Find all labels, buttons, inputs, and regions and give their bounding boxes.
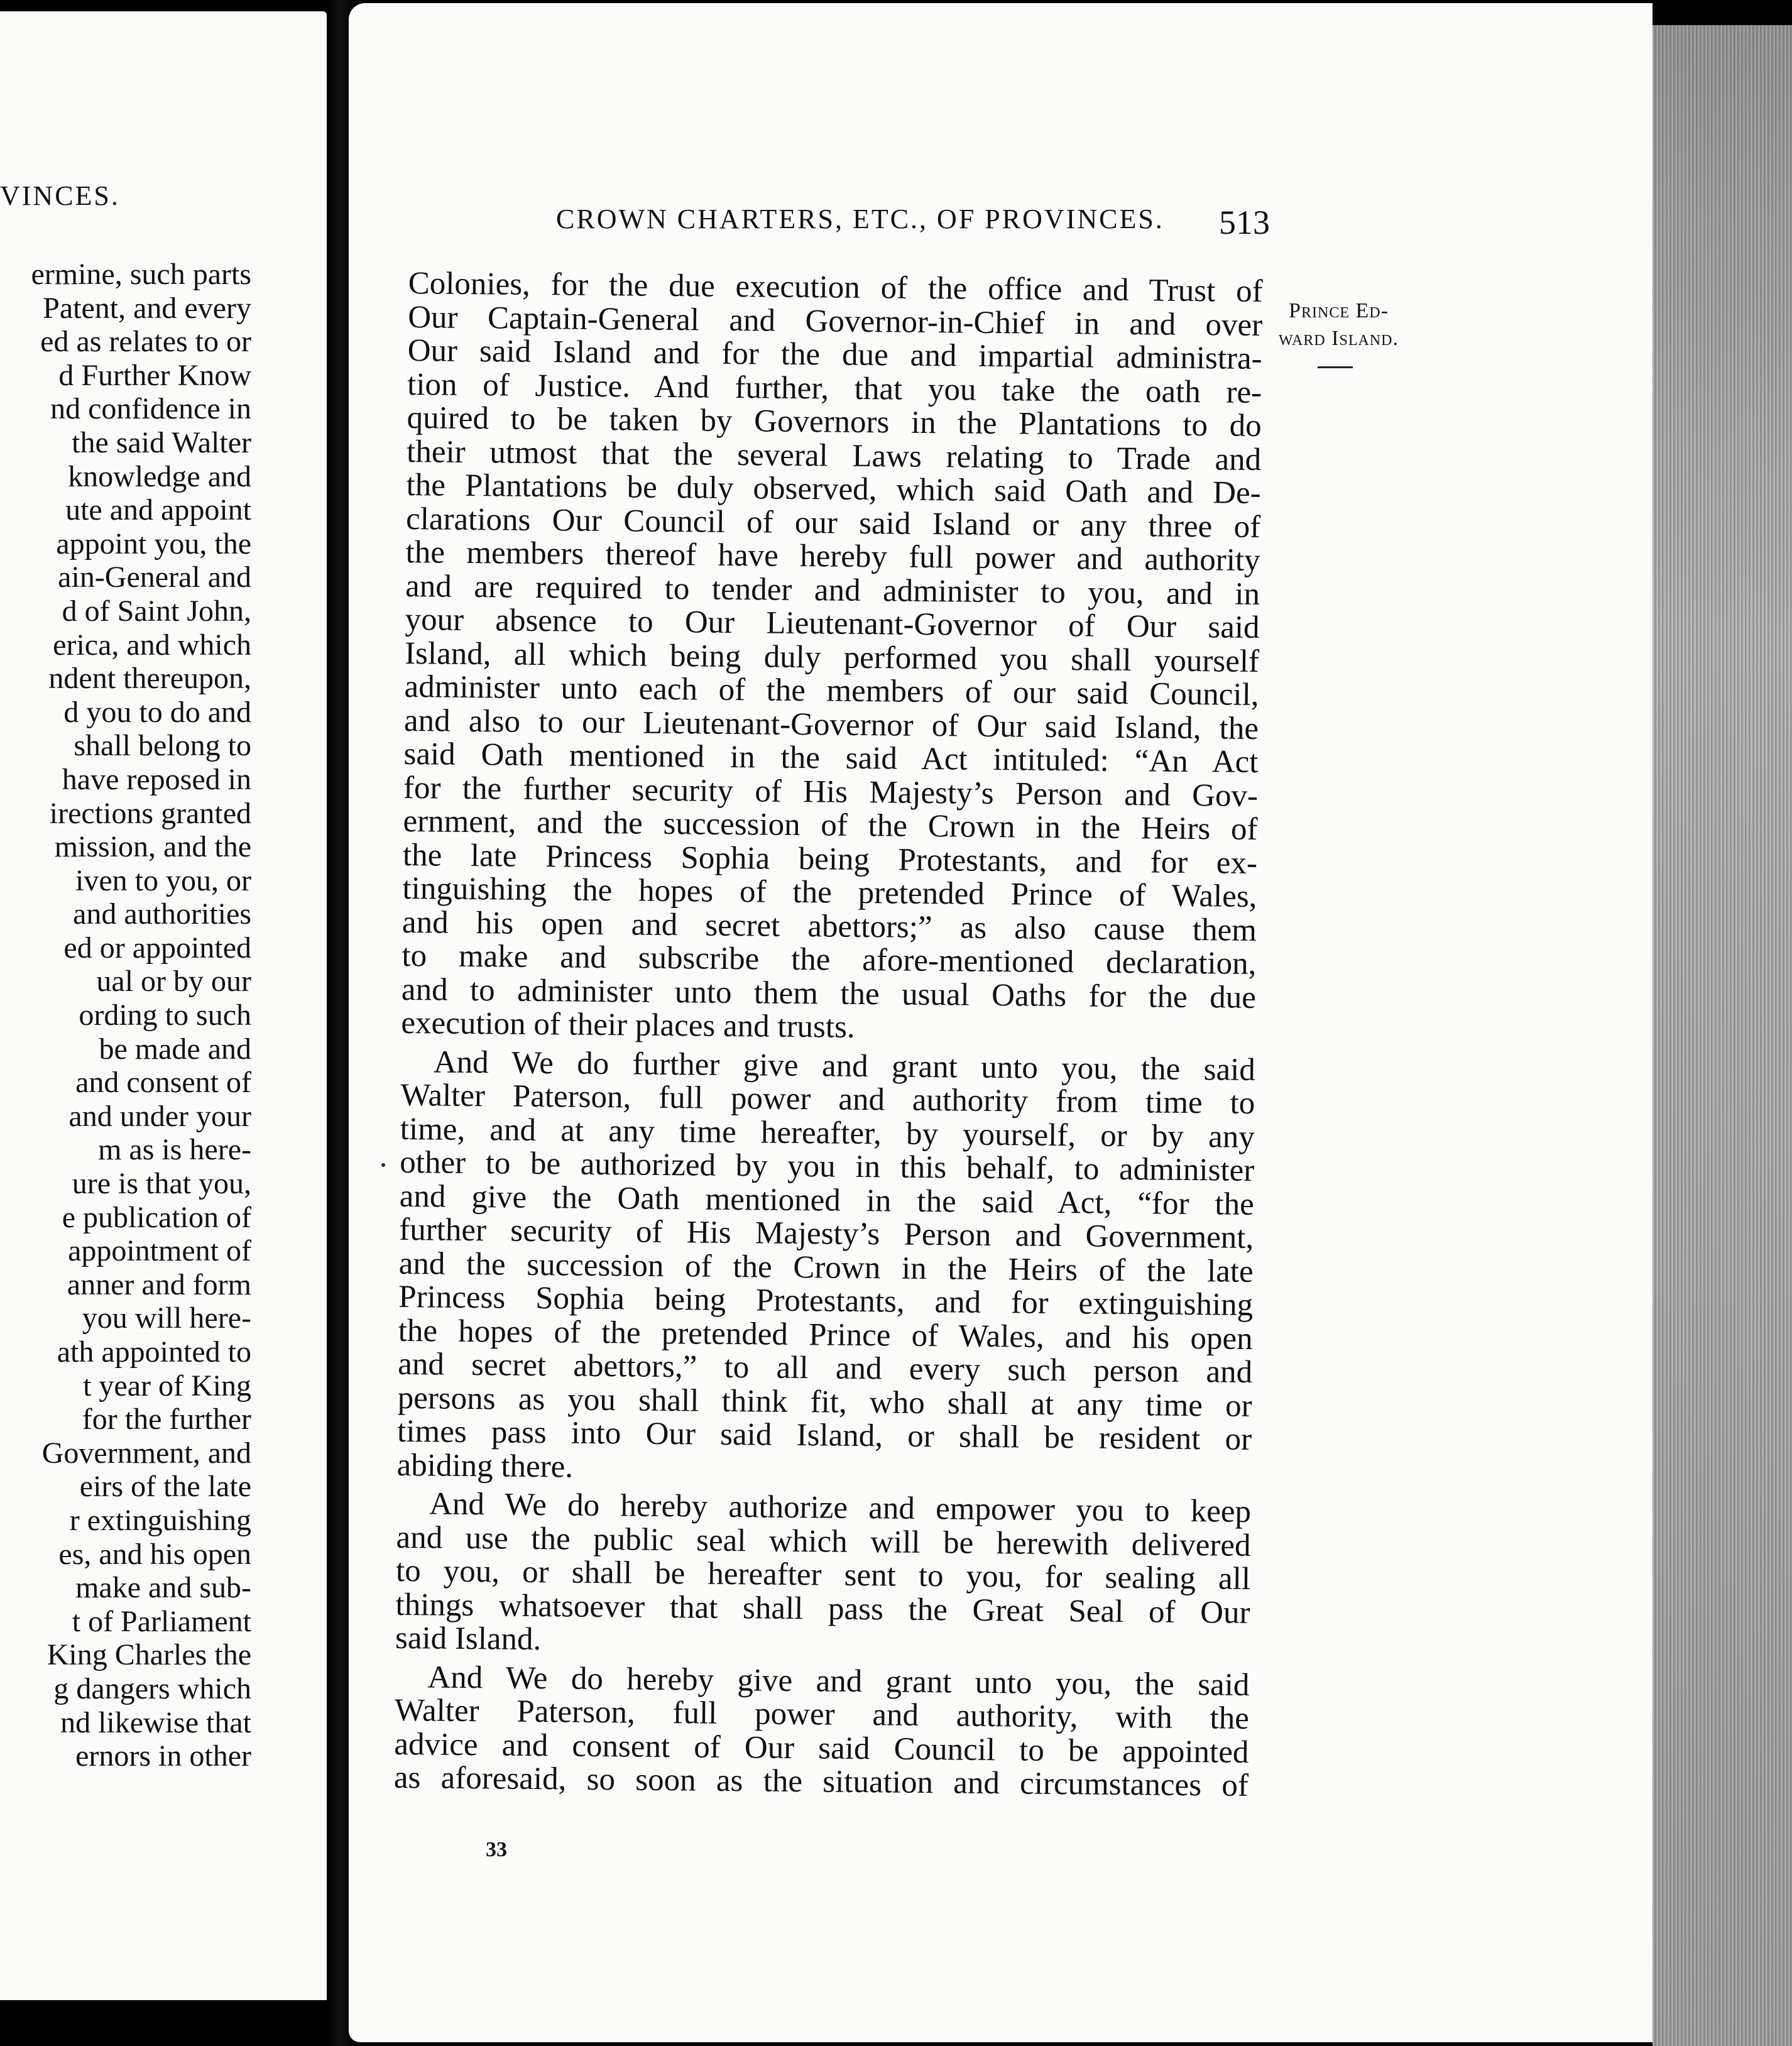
text-line: And We do hereby give and grant unto you, the said bbox=[427, 1659, 1250, 1703]
text-line: And We do further give and grant unto you, the said bbox=[433, 1044, 1256, 1088]
left-text-line: es, and his open bbox=[58, 1537, 251, 1571]
left-text-line: ain-General and bbox=[58, 561, 251, 594]
margin-rule bbox=[1318, 366, 1353, 368]
left-text-line: nd confidence in bbox=[50, 392, 251, 426]
left-text-line: erica, and which bbox=[53, 628, 251, 662]
left-text-line: d Further Know bbox=[58, 358, 251, 392]
left-text-line: t year of King bbox=[83, 1369, 251, 1403]
left-text-line: be made and bbox=[99, 1032, 251, 1066]
text-line: Walter Paterson, full power and authority from time to bbox=[400, 1077, 1255, 1121]
text-line: Colonies, for the due execution of the office and Trust of bbox=[408, 266, 1263, 310]
left-text-line: for the further bbox=[82, 1403, 251, 1436]
text-line: persons as you shall think fit, who shall at any time or bbox=[397, 1380, 1252, 1424]
text-line: further security of His Majesty’s Person and Government, bbox=[399, 1212, 1254, 1256]
running-head: CROWN CHARTERS, ETC., OF PROVINCES. bbox=[556, 204, 1164, 234]
left-text-line: knowledge and bbox=[68, 459, 251, 493]
left-text-line: shall belong to bbox=[74, 729, 251, 763]
page-edges-shade bbox=[1653, 25, 1792, 2046]
text-line: the late Princess Sophia being Protestants, and for ex- bbox=[402, 837, 1258, 881]
left-text-line: ath appointed to bbox=[57, 1335, 251, 1369]
left-text-line: ording to such bbox=[79, 998, 251, 1032]
left-text-line: appointment of bbox=[68, 1234, 251, 1268]
left-text-line: ute and appoint bbox=[65, 493, 251, 527]
left-text-line: and under your bbox=[68, 1099, 251, 1133]
left-text-line: anner and form bbox=[67, 1267, 251, 1301]
text-line: Island, all which being duly performed you shall yourself bbox=[404, 635, 1260, 679]
left-text-line: and consent of bbox=[75, 1066, 251, 1100]
left-page-text bbox=[0, 258, 251, 1773]
text-line: quired to be taken by Governors in the Plantations to do bbox=[407, 400, 1262, 444]
paragraph bbox=[394, 1660, 1250, 1803]
text-line: and secret abettors,” to all and every such person and bbox=[397, 1346, 1253, 1390]
paragraph bbox=[401, 267, 1263, 1048]
left-text-line: Patent, and every bbox=[43, 291, 251, 325]
left-text-line: ndent thereupon, bbox=[48, 662, 251, 696]
text-line: time, and at any time hereafter, by yourself, or by any bbox=[400, 1111, 1255, 1155]
text-line: and to administer unto them the usual Oaths for the due bbox=[401, 971, 1257, 1015]
left-text-line: you will here- bbox=[82, 1301, 251, 1335]
text-line: abiding there. bbox=[396, 1447, 574, 1485]
text-line: and also to our Lieutenant-Governor of Our said Island, the bbox=[403, 703, 1259, 747]
text-line: Our said Island and for the due and impartial administra- bbox=[407, 332, 1262, 377]
text-line: the members thereof have hereby full power and authority bbox=[405, 534, 1260, 579]
text-line: tion of Justice. And further, that you take the oath re- bbox=[407, 366, 1262, 410]
paragraph bbox=[395, 1487, 1252, 1664]
text-line: their utmost that the several Laws relating to Trade and bbox=[406, 434, 1262, 478]
left-text-line: King Charles the bbox=[46, 1638, 251, 1672]
text-line: as aforesaid, so soon as the situation and circumstances of bbox=[393, 1759, 1249, 1803]
text-line: and are required to tender and administer to you, and in bbox=[405, 568, 1260, 612]
left-text-line: m as is here- bbox=[98, 1133, 251, 1167]
left-text-line: ed or appointed bbox=[63, 931, 251, 965]
right-page bbox=[349, 3, 1653, 2042]
left-text-line: d you to do and bbox=[63, 695, 251, 729]
text-line: execution of their places and trusts. bbox=[401, 1005, 855, 1045]
text-line: to you, or shall be hereafter sent to you, for sealing all bbox=[395, 1553, 1251, 1597]
text-line: administer unto each of the members of our said Council, bbox=[404, 669, 1259, 713]
text-line: clarations Our Council of our said Island or any three of bbox=[405, 501, 1261, 545]
text-line: and give the Oath mentioned in the said Act, “for the bbox=[399, 1178, 1255, 1222]
text-line: for the further security of His Majesty’s Person and Gov- bbox=[403, 770, 1259, 814]
left-text-line: t of Parliament bbox=[72, 1604, 251, 1638]
left-text-line: appoint you, the bbox=[56, 527, 251, 561]
text-line: the Plantations be duly observed, which said Oath and De- bbox=[406, 467, 1261, 512]
text-line: said Island. bbox=[395, 1620, 542, 1658]
text-line: other to be authorized by you in this behalf, to administer bbox=[400, 1144, 1255, 1188]
left-text-line: ernors in other bbox=[75, 1739, 251, 1773]
text-line: Princess Sophia being Protestants, and for extinguishing bbox=[398, 1279, 1254, 1323]
left-text-line: Government, and bbox=[41, 1436, 251, 1470]
left-text-line: e publication of bbox=[62, 1200, 251, 1234]
text-line: to make and subscribe the afore-mentioned declaration, bbox=[402, 938, 1257, 982]
left-text-line: g dangers which bbox=[53, 1671, 251, 1705]
text-line: and his open and secret abettors;” as also cause them bbox=[402, 904, 1257, 948]
left-text-line: ure is that you, bbox=[72, 1167, 251, 1201]
left-running-head: VINCES. bbox=[0, 180, 120, 211]
text-line: and use the public seal which will be herewith delivered bbox=[396, 1519, 1251, 1563]
margin-note bbox=[1279, 297, 1399, 353]
text-line: the hopes of the pretended Prince of Wales, and his open bbox=[398, 1313, 1253, 1357]
text-line: times pass into Our said Island, or shall be resident or bbox=[396, 1413, 1252, 1457]
left-text-line: have reposed in bbox=[62, 762, 251, 796]
left-text-line: iven to you, or bbox=[75, 863, 251, 897]
text-line: Our Captain-General and Governor-in-Chief in and over bbox=[407, 299, 1263, 343]
left-text-line: irections granted bbox=[49, 796, 251, 830]
left-text-line: nd likewise that bbox=[60, 1705, 251, 1739]
text-line: And We do hereby authorize and empower you to keep bbox=[429, 1486, 1252, 1529]
left-text-line: ermine, such parts bbox=[31, 258, 251, 291]
text-line: Walter Paterson, full power and authority, with the bbox=[394, 1692, 1250, 1736]
left-text-line: r extinguishing bbox=[69, 1503, 251, 1537]
stray-ink-mark bbox=[381, 1163, 385, 1167]
left-text-line: ual or by our bbox=[96, 965, 251, 998]
left-text-line: mission, and the bbox=[54, 830, 251, 864]
margin-note-line: ward Island. bbox=[1279, 327, 1399, 350]
text-line: things whatsoever that shall pass the Great Seal of Our bbox=[395, 1587, 1250, 1631]
left-text-line: ed as relates to or bbox=[40, 325, 251, 359]
margin-note-line: Prince Ed- bbox=[1289, 299, 1389, 322]
body-text bbox=[394, 267, 1263, 1803]
signature-mark: 33 bbox=[486, 1838, 507, 1861]
left-text-line: make and sub- bbox=[75, 1571, 251, 1605]
page-number: 513 bbox=[1219, 204, 1270, 241]
paragraph bbox=[396, 1045, 1255, 1491]
left-text-line: and authorities bbox=[73, 897, 251, 931]
left-text-line: the said Walter bbox=[72, 425, 251, 459]
text-line: said Oath mentioned in the said Act intituled: “An Act bbox=[403, 736, 1259, 780]
text-line: tinguishing the hopes of the pretended Prince of Wales, bbox=[402, 870, 1257, 915]
text-line: advice and consent of Our said Council to be appointed bbox=[394, 1726, 1249, 1770]
left-text-line: d of Saint John, bbox=[62, 594, 251, 628]
text-line: your absence to Our Lieutenant-Governor of Our said bbox=[405, 601, 1260, 646]
left-facing-page bbox=[0, 11, 327, 2000]
left-text-line: eirs of the late bbox=[79, 1470, 251, 1504]
text-line: and the succession of the Crown in the Heirs of the late bbox=[398, 1245, 1254, 1289]
text-line: ernment, and the succession of the Crown in the Heirs of bbox=[403, 803, 1258, 848]
